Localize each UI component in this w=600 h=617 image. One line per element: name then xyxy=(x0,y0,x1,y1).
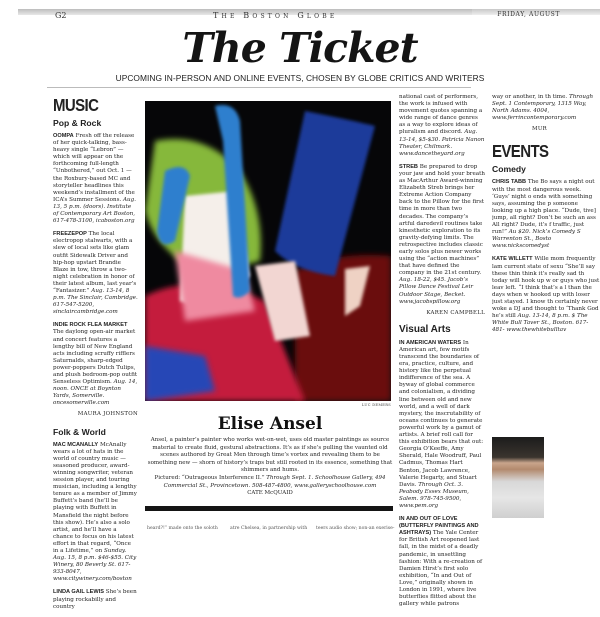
listing-item: CHRIS TABB The Bo says a night out with the most dangerous week. ‘Guys’ night o ends with something says, assuming the p someone looking up a high place. “Dude, tive] jump, all right? Don’t be such an ass All right? Dude, it’s f traffic, just run!” Au $20. Nick’s Comedy S Warrenton St., Bosto www.nickscomedyst xyxy=(492,179,596,250)
feature-divider-bar xyxy=(145,506,393,511)
listing-item: IN AND OUT OF LOVE (BUTTERFLY PAINTINGS AND ASHTRAYS) The Yale Center for British Art reopened last fall, in the midst of a deadly pandemic, in unsettling fashion: With a re-creation of Damien Hirst’s first solo exhibition, “In and Out of Love,” originally shown in London in 1991, where live butterflies flitted about the gallery while patrons xyxy=(399,516,483,608)
newspaper-name: The Boston Globe xyxy=(213,11,338,20)
text-fragment: atre Chelsea, in partnership with xyxy=(230,526,308,531)
byline: KAREN CAMPBELL xyxy=(426,309,485,316)
page-date: FRIDAY, AUGUST xyxy=(497,11,560,18)
header-divider xyxy=(47,87,471,88)
listing-item: OOMPA Fresh off the release of her quick-talking, bass-heavy single “Lebron” — which will appear on the forthcoming full-length “Unbothered,” out Oct. 1 — the Roxbury-based MC and storyteller headlines this weekend’s installment of the ICA’s Summer Sessions. Aug. 13, 5 p.m. (doors). Institute of Contemporary Art Boston, 617-478-3100, icaboston.org xyxy=(53,133,137,225)
listing-item: INDIE ROCK FLEA MARKET The daylong open-air market and concert features a lengthy bill of New England acts including scruffy rifflers Saturnalds, sharp-edged power-poppers Dutch Tulips, and plush bedroom-pop outfit Senseless Optimism. Aug. 14, noon. ONCE at Boynton Yards, Somerville. oncesomerville.com xyxy=(53,322,138,407)
section-subtitle: UPCOMING IN-PERSON AND ONLINE EVENTS, CHOSEN BY GLOBE CRITICS AND WRITERS xyxy=(115,73,485,83)
abstract-painting-graphic xyxy=(145,101,391,401)
feature-painting-image xyxy=(145,101,391,401)
photo-credit: LUC DEMERS xyxy=(361,403,391,407)
listing-item: national cast of performers, the work is infused with movement quotes spanning a wide range of dance genres as a way to explore ideas of pluralism and discord. Aug. 13-14, $5-$30. Patricia Nanon Theater, Chilmark. www.dancetheyard.org xyxy=(399,94,485,157)
dance-visual-arts-column xyxy=(399,94,485,614)
subheading-folk-world: Folk & World xyxy=(53,426,106,437)
subheading-pop-rock: Pop & Rock xyxy=(53,118,102,128)
listing-item: FREEZEPOP The local electropop stalwarts, with a slew of local sets like glam outfit Sidewalk Driver and hip-hop upstart Brandie Blaze in tow, throw a two-night celebration in honor of their latest album, last year’s “Fantasizer.” Aug. 13-14, 8 p.m. The Sinclair, Cambridge. 617-547-5200, sinclaircambridge.com xyxy=(53,231,138,316)
listing-item: IN AMERICAN WATERS In American art, few motifs transcend the boundaries of era, practice, culture, and history like the perpetual indifference of the sea. A byway of global commerce and colonialism, a dividing line between old and new world, and a well of dark mystery, the inscrutability of oceans continues to generate powerful work by a gamut of artists. A brief roll call for this exhibition bears that out: Georgia O’Keeffe, Amy Sherald, Hale Woodruff, Paul Cadmus, Thomas Hart Benton, Jacob Lawrence, Valerie Hegarty, and Stuart Davis. Through Oct. 3. Peabody Essex Museum, Salem. 978-745-9500, www.pem.org xyxy=(399,339,484,509)
listing-item: KATE WILLETT Wille mom frequently lam current state of sexu “She’ll say these thin think it’s really sad th today will hook up w or guys who just leav left. “I think that’s a l than the days when w hooked up with loser just stayed. I know th certainly never woke a DJ and thought to ‘Thank God he’s still Aug. 13-14, 8 p.m. $ The White Bull Taver St., Boston. 617-481- www.thewhitebulltav xyxy=(492,256,600,334)
page-number: G2 xyxy=(55,11,67,20)
byline: CATE McQUAID xyxy=(247,490,293,497)
section-heading-events: EVENTS xyxy=(492,142,549,162)
subheading-visual-arts: Visual Arts xyxy=(399,323,451,335)
music-column xyxy=(53,97,138,617)
section-heading-music: MUSIC xyxy=(53,95,99,116)
byline: MUR xyxy=(532,126,548,133)
listing-item: way or another, in th time. Through Sept. 1 Contemporary, 1315 Way, North Adams. 4004, www.ferrincontemporary.com xyxy=(492,94,594,122)
listing-item: STREB Be prepared to drop your jaw and hold your breath as MacArthur Award-winning Elizabeth Streb brings her Extreme Action Company back to the Pillow for the first time in more than two decades. The company’s artful daredevil routines take kinesthetic exploration to its gravity-defying limits. The retrospective includes classic early solos plus newer works using the “action machines” that have defined the company in the 21st century. Aug. 18-22, $45. Jacob’s Pillow Dance Festival Leir Outdoor Stage, Becket. www.jacobspillow.org xyxy=(399,163,485,305)
feature-title: Elise Ansel xyxy=(217,414,323,434)
text-fragment: teers audio show; non-an exerise- xyxy=(316,526,395,531)
text-fragment: heard?!” made onto the soloth xyxy=(147,526,218,531)
section-masthead: The Ticket xyxy=(182,24,418,72)
listing-item: MAC MCANALLY McAnally wears a lot of hats in the world of country music — seasoned producer, award-winning songwriter, veteran session player, and touring musician, including a lengthy tenure as a member of Jimmy Buffett’s band (he’ll be playing with Buffett in Mansfield the night before this show). He’s also a solo artist, and he’ll have a chance to focus on his latest effort in that regard, “Once in a Lifetime,” on Sunday. Aug. 15, 8 p.m. $46-$55. City Winery, 80 Beverly St. 617-933-8047, www.citywinery.com/boston xyxy=(53,441,137,583)
comedian-photo xyxy=(492,437,544,518)
feature-body: Ansel, a painter’s painter who works wet-on-wet, uses old master paintings as source material to create fluid, gestural abstractions. It’s as if she’s pulling the vaunted old scenes authored by Great Men through time’s vortex and revealing them to be something new — shorn of history’s traps but still rooted in its essence, something that shimmers and hums. Pictured: “Outrageous Interference II.” Through Sept. 1. Schoolhouse Gallery, 494 Commercial St., Provincetown. 508-487-4800, www.galleryschoolhouse.com CATE McQUAID xyxy=(145,437,395,498)
listing-item: LINDA GAIL LEWIS She’s been playing rockabilly and country xyxy=(53,589,137,610)
byline: MAURA JOHNSTON xyxy=(77,411,138,418)
subheading-comedy: Comedy xyxy=(492,164,526,175)
